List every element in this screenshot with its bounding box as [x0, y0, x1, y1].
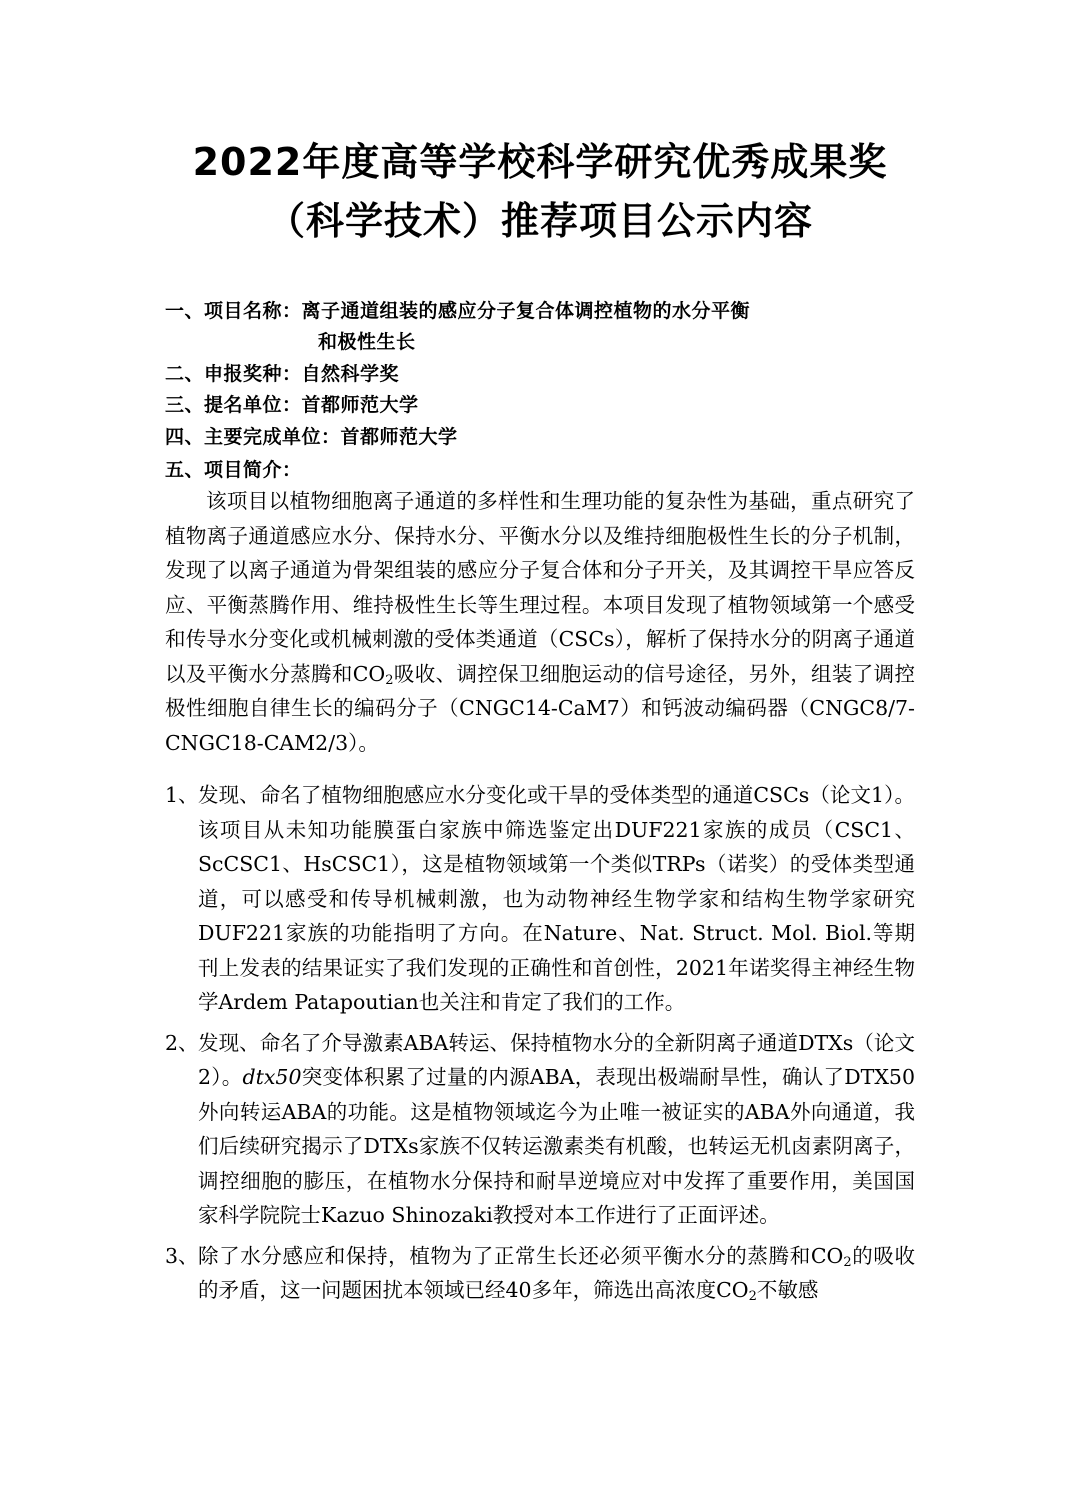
finding-co2-subscript: 2: [843, 1254, 852, 1270]
summary-intro-paragraph: [165, 484, 915, 760]
intro-co2: CO: [352, 661, 386, 686]
project-name-label: 一、项目名称：: [165, 300, 302, 322]
document-title-line-2: （科学技术）推荐项目公示内容: [266, 199, 813, 243]
finding-item-1: [165, 778, 915, 1020]
finding-co2-second-subscript: 2: [748, 1289, 757, 1304]
nominator-field: [165, 390, 419, 417]
finding-item-3: [165, 1239, 915, 1308]
intro-text-2: 吸收、调控保卫细胞运动的信号途径，另外，组装了调控极性细胞自律生长的编码分子（CNGC14-CaM7）和钙波动编码器（CNGC8/7-CNGC18-CAM2/3）。: [165, 661, 915, 755]
finding-text-a: 除了水分感应和保持，植物为了正常生长还必须平衡水分的蒸腾和: [198, 1243, 811, 1268]
completing-unit-field: [165, 422, 458, 449]
intro-co2-subscript: 2: [385, 672, 394, 688]
finding-text: 发现、命名了植物细胞感应水分变化或干旱的受体类型的通道CSCs（论文1）。该项目从未知功能膜蛋白家族中筛选鉴定出DUF221家族的成员（CSC1、 ScCSC1、HsCSC1），这是植物领域第一个类似TRPs（诺奖）的受体类型通道，可以感受和传导机械刺激，也为动物神经生物学家和结构生物学家研究DUF221家族的功能指明了方向。在Nature、Nat. Struct. Mol. Biol.等期刊上发表的结果证实了我们发现的正确性和首创性，2021年诺奖得主神经生物学Ardem Patapoutian也关注和肯定了我们的工作。: [198, 783, 915, 1014]
project-name-field: [165, 296, 750, 323]
award-type-value: 自然科学奖: [301, 363, 400, 385]
project-name-value-continued: 和极性生长: [318, 331, 416, 353]
finding-text-a: 发现、命名了介导激素ABA转运、保持植物水分的全新阴离子通道DTXs（论文2）。: [198, 1030, 915, 1089]
document-title-line-1: 2022年度高等学校科学研究优秀成果奖: [192, 140, 888, 184]
award-type-field: [165, 359, 399, 386]
finding-number: 1、: [165, 783, 199, 807]
project-name-value: 离子通道组装的感应分子复合体调控植物的水分平衡: [301, 300, 751, 322]
finding-number: 2、: [165, 1030, 199, 1055]
intro-text-1: 该项目以植物细胞离子通道的多样性和生理功能的复杂性为基础，重点研究了植物离子通道感应水分、保持水分、平衡水分以及维持细胞极性生长的分子机制，发现了以离子通道为骨架组装的感应分子复合体和分子开关，及其调控干旱应答反应、平衡蒸腾作用、维持极性生长等生理过程。本项目发现了植物领域第一个感受和传导水分变化或机械刺激的受体类通道（CSCs），解析了保持水分的阴离子通道以及平衡水分蒸腾和: [165, 489, 915, 686]
finding-co2: CO: [810, 1243, 844, 1268]
award-type-label: 二、申报奖种：: [165, 363, 302, 385]
completing-unit-value: 首都师范大学: [340, 426, 458, 448]
finding-text-b: 突变体积累了过量的内源ABA，表现出极端耐旱性，确认了DTX50外向转运ABA的功能。这是植物领域迄今为止唯一被证实的ABA外向通道，我们后续研究揭示了DTXs家族不仅转运激素类有机酸，也转运无机卤素阴离子，调控细胞的膨压，在植物水分保持和耐旱逆境应对中发挥了重要作用，美国国家科学院院士Kazuo Shinozaki教授对本工作进行了正面评述。: [198, 1065, 916, 1227]
finding-text-c: 不敏感: [756, 1278, 819, 1302]
finding-text-b: 的吸收的矛盾，这一问题困扰本领域已经40多年，筛选出高浓度: [198, 1243, 916, 1302]
findings-list: [165, 778, 915, 1308]
finding-item-2: [165, 1026, 915, 1233]
summary-heading: 五、项目简介：: [165, 459, 302, 481]
completing-unit-label: 四、主要完成单位：: [165, 426, 341, 448]
finding-number: 3、: [165, 1243, 199, 1268]
nominator-label: 三、提名单位：: [165, 394, 302, 416]
finding-italic-term: dtx50: [242, 1065, 302, 1089]
nominator-value: 首都师范大学: [301, 394, 419, 416]
finding-co2-second: CO: [716, 1278, 749, 1302]
